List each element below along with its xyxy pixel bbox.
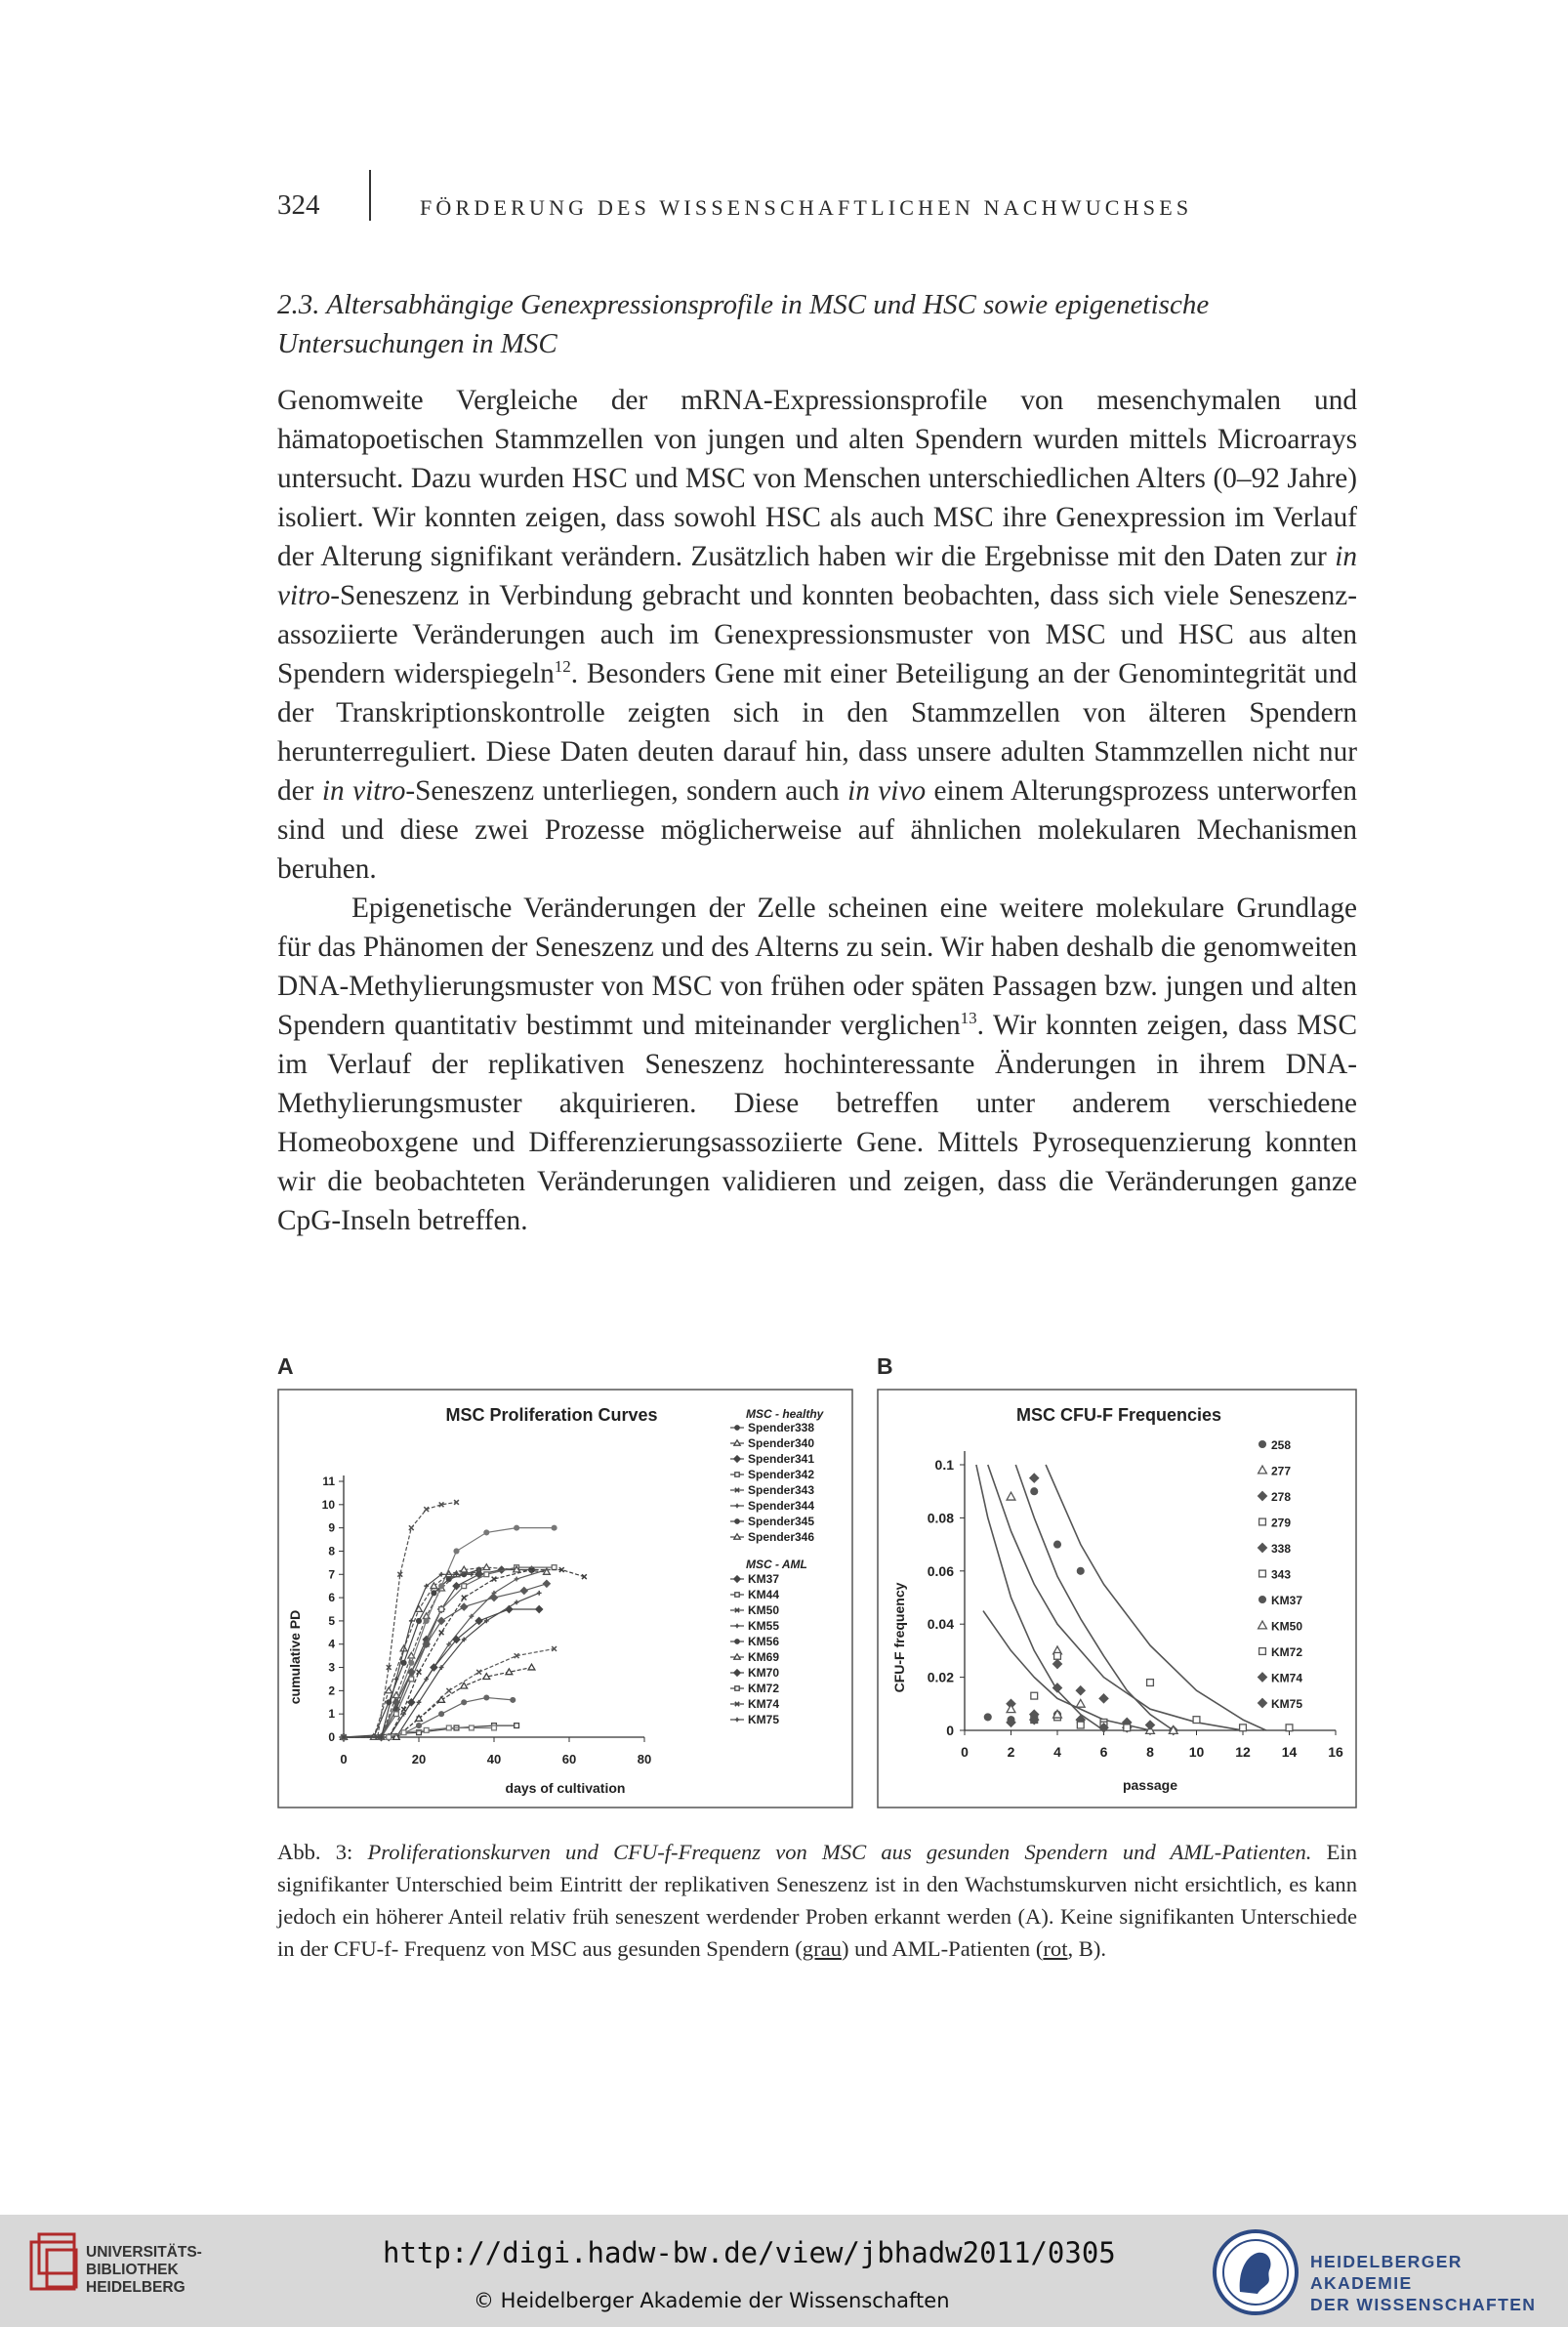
- data-point: [484, 1572, 489, 1577]
- p1-text-e: einem Alterungsprozess unterworfen sind und diese zwei Prozesse möglicherweise auf ähnlichen molekularen Mechanismen beruhen.: [277, 775, 1357, 885]
- body-text: [277, 381, 1357, 1240]
- y-tick-label: 5: [328, 1613, 335, 1628]
- legend-entry: Spender346: [748, 1530, 815, 1544]
- caption-text-c: , B).: [1067, 1936, 1107, 1961]
- legend-entry: Spender338: [748, 1421, 815, 1434]
- x-tick-label: 16: [1328, 1744, 1343, 1760]
- y-tick-label: 0.02: [927, 1669, 954, 1685]
- university-library-logo[interactable]: [27, 2228, 82, 2293]
- data-point: [417, 1619, 422, 1624]
- legend-entry: KM50: [1271, 1619, 1303, 1634]
- chart-title: MSC Proliferation Curves: [445, 1405, 658, 1425]
- x-axis-label: passage: [1122, 1777, 1178, 1793]
- data-point: [984, 1714, 991, 1721]
- p1-italic-1: in vitro: [277, 541, 1357, 611]
- x-tick-label: 40: [486, 1752, 502, 1766]
- legend-marker: [735, 1640, 739, 1643]
- x-tick-label: 20: [411, 1752, 427, 1766]
- legend-marker: [735, 1519, 739, 1523]
- data-point: [1054, 1541, 1061, 1548]
- running-title: FÖRDERUNG DES WISSENSCHAFTLICHEN NACHWUCHSES: [420, 195, 1193, 220]
- data-point: [401, 1660, 406, 1665]
- data-point: [1054, 1652, 1061, 1659]
- page-number: 324: [277, 189, 320, 221]
- data-point: [470, 1725, 475, 1730]
- header-divider: [369, 170, 371, 221]
- data-point: [454, 1549, 459, 1554]
- paragraph-2: [277, 889, 1357, 1240]
- legend-entry: Spender344: [748, 1499, 815, 1513]
- y-tick-label: 4: [328, 1637, 335, 1651]
- legend-entry: Spender341: [748, 1452, 815, 1466]
- data-point: [552, 1525, 557, 1530]
- data-point: [439, 1607, 444, 1612]
- legend-marker: [735, 1593, 739, 1597]
- legend-marker: [735, 1426, 739, 1430]
- x-tick-label: 2: [1007, 1744, 1015, 1760]
- data-point: [1286, 1724, 1293, 1731]
- academy-line-2: DER WISSENSCHAFTEN: [1310, 2295, 1537, 2314]
- legend-entry: KM72: [748, 1682, 780, 1695]
- caption-prefix: Abb. 3:: [277, 1840, 368, 1864]
- y-tick-label: 0.08: [927, 1510, 954, 1526]
- data-point: [484, 1695, 489, 1700]
- x-tick-label: 0: [961, 1744, 969, 1760]
- library-line-1: UNIVERSITÄTS-: [86, 2244, 202, 2261]
- legend-entry: KM55: [748, 1619, 780, 1633]
- y-tick-label: 7: [328, 1567, 335, 1582]
- data-point: [432, 1591, 436, 1596]
- data-point: [446, 1725, 451, 1730]
- legend-entry: Spender340: [748, 1436, 815, 1450]
- legend-marker: [735, 1686, 739, 1690]
- y-tick-label: 10: [321, 1497, 335, 1512]
- legend-entry: Spender342: [748, 1468, 815, 1481]
- data-point: [409, 1660, 414, 1665]
- paragraph-1: [277, 381, 1357, 889]
- section-heading-line-2: Untersuchungen in MSC: [277, 328, 557, 359]
- legend-entry: 258: [1271, 1438, 1292, 1452]
- chart-title: MSC CFU-F Frequencies: [1015, 1405, 1222, 1425]
- data-point: [462, 1584, 467, 1589]
- x-tick-label: 12: [1235, 1744, 1251, 1760]
- x-axis-label: days of cultivation: [505, 1780, 626, 1796]
- data-point: [394, 1712, 399, 1717]
- y-tick-label: 6: [328, 1591, 335, 1605]
- legend-entry: KM75: [748, 1713, 780, 1726]
- footnote-ref-12[interactable]: 12: [554, 657, 571, 677]
- figure-label-a: A: [277, 1353, 294, 1379]
- legend-group-aml: MSC - AML: [746, 1558, 807, 1571]
- legend-group-healthy: MSC - healthy: [746, 1407, 824, 1421]
- data-point: [446, 1577, 451, 1582]
- legend-entry: 338: [1271, 1542, 1292, 1556]
- p1-text-b: -Seneszenz in Verbindung gebracht und konnten beobachten, dass sich viele Seneszenz-assoziierte Veränderungen auch im Genexpressionsmuster von MSC und HSC aus alten Spendern widerspiegeln: [277, 580, 1357, 689]
- footnote-ref-13[interactable]: 13: [960, 1009, 977, 1028]
- x-tick-label: 4: [1053, 1744, 1061, 1760]
- university-library-name: [86, 2244, 202, 2297]
- data-point: [417, 1724, 422, 1728]
- legend-entry: KM74: [748, 1697, 780, 1711]
- library-line-3: HEIDELBERG: [86, 2279, 186, 2296]
- x-tick-label: 14: [1281, 1744, 1298, 1760]
- legend-entry: 277: [1271, 1464, 1292, 1478]
- data-point: [1077, 1567, 1084, 1574]
- data-point: [1124, 1724, 1131, 1731]
- caption-text-b: ) und AML-Patienten (: [841, 1936, 1044, 1961]
- legend-marker: [1259, 1518, 1266, 1525]
- x-tick-label: 10: [1188, 1744, 1205, 1760]
- legend-entry: KM72: [1271, 1645, 1303, 1659]
- legend-entry: 279: [1271, 1516, 1292, 1530]
- cfu-f-chart: [877, 1389, 1357, 1808]
- legend-entry: Spender343: [748, 1483, 815, 1497]
- p1-text-a: Genomweite Vergleiche der mRNA-Expressionsprofile von mesenchymalen und hämatopoetischen Stammzellen von jungen und alten Spendern wurden mittels Microarrays untersucht. Dazu wurden HSC und MSC von Menschen unterschiedlichen Alters (0–92 Jahre) isoliert. Wir konnten zeigen, dass sowohl HSC als auch MSC ihre Genexpression im Verlauf der Alterung signifikant verändern. Zusätzlich haben wir die Ergebnisse mit den Daten zur: [277, 385, 1357, 572]
- p1-text-d: -Seneszenz unterliegen, sondern auch: [405, 775, 848, 807]
- y-tick-label: 9: [328, 1520, 335, 1535]
- y-tick-label: 3: [328, 1660, 335, 1675]
- data-point: [1031, 1692, 1038, 1699]
- legend-entry: KM69: [748, 1650, 780, 1664]
- legend-entry: Spender345: [748, 1515, 815, 1528]
- y-tick-label: 0.04: [927, 1616, 954, 1633]
- data-point: [1077, 1722, 1084, 1728]
- figure-label-b: B: [877, 1353, 893, 1379]
- legend-entry: KM37: [748, 1572, 780, 1586]
- x-tick-label: 60: [561, 1752, 577, 1766]
- data-point: [515, 1525, 519, 1530]
- y-axis-label: CFU-F frequency: [891, 1582, 907, 1693]
- y-tick-label: 0: [328, 1730, 335, 1744]
- section-heading-line-1: 2.3. Altersabhängige Genexpressionsprofile in MSC und HSC sowie epigenetische: [277, 289, 1210, 320]
- data-point: [401, 1730, 406, 1735]
- legend-marker: [735, 1473, 739, 1476]
- y-tick-label: 1: [328, 1707, 335, 1722]
- data-point: [424, 1619, 429, 1624]
- data-point: [515, 1724, 519, 1728]
- document-url[interactable]: http://digi.hadw-bw.de/view/jbhadw2011/0305: [383, 2236, 1116, 2269]
- y-tick-label: 8: [328, 1544, 335, 1558]
- data-point: [439, 1584, 444, 1589]
- proliferation-chart: [277, 1389, 853, 1808]
- data-point: [1240, 1724, 1247, 1731]
- legend-entry: KM56: [748, 1635, 780, 1648]
- y-tick-label: 0.06: [927, 1562, 954, 1579]
- library-line-2: BIBLIOTHEK: [86, 2262, 179, 2278]
- legend-marker: [1259, 1648, 1266, 1655]
- academy-seal-logo[interactable]: [1211, 2227, 1300, 2317]
- figure-caption: [277, 1836, 1357, 1965]
- p2-text-a: Epigenetische Veränderungen der Zelle scheinen eine weitere molekulare Grundlage für das Phänomen der Seneszenz und des Alterns zu sein. Wir haben deshalb die genomweiten DNA-Methylierungsmuster von MSC von frühen oder späten Passagen bzw. jungen und alten Spendern quantitativ bestimmt und miteinander verglichen: [277, 893, 1357, 1041]
- copyright-notice: © Heidelberger Akademie der Wissenschaften: [474, 2289, 950, 2312]
- legend-entry: KM37: [1271, 1594, 1303, 1607]
- legend-entry: 343: [1271, 1567, 1292, 1582]
- y-axis-label: cumulative PD: [287, 1609, 303, 1705]
- p1-italic-3: in vivo: [847, 775, 927, 807]
- data-point: [1031, 1488, 1038, 1495]
- p2-text-b: . Wir konnten zeigen, dass MSC im Verlauf der replikativen Seneszenz hochinteressante Änderungen in ihrem DNA-Methylierungsmuster akquirieren. Diese betreffen unter anderem verschiedene Homeoboxgene und Differenzierungsassoziierte Gene. Mittels Pyrosequenzierung konnten wir die beobachteten Veränderungen validieren und zeigen, dass die Veränderungen ganze CpG-Inseln betreffen.: [277, 1010, 1357, 1236]
- data-point: [552, 1565, 557, 1570]
- data-point: [492, 1725, 497, 1730]
- y-tick-label: 11: [322, 1475, 335, 1488]
- legend-entry: KM50: [748, 1603, 780, 1617]
- data-point: [484, 1530, 489, 1535]
- legend-entry: KM70: [748, 1666, 780, 1680]
- data-point: [409, 1677, 414, 1682]
- legend-entry: 278: [1271, 1490, 1292, 1504]
- academy-name: [1310, 2251, 1568, 2315]
- x-tick-label: 80: [637, 1752, 652, 1766]
- legend-marker: [1259, 1597, 1266, 1603]
- caption-link-rot[interactable]: rot: [1043, 1936, 1068, 1961]
- caption-title: Proliferationskurven und CFU-f-Frequenz von MSC aus gesunden Spendern und AML-Patienten.: [367, 1840, 1312, 1864]
- data-point: [1193, 1717, 1200, 1724]
- legend-entry: KM75: [1271, 1697, 1303, 1711]
- legend-entry: KM44: [748, 1588, 780, 1601]
- data-point: [1147, 1680, 1154, 1686]
- y-tick-label: 2: [328, 1683, 335, 1698]
- y-tick-label: 0: [946, 1723, 954, 1738]
- data-point: [439, 1712, 444, 1717]
- legend-marker: [1259, 1441, 1266, 1448]
- caption-text-a: Ein signifikanter Unterschied beim Eintritt der replikativen Seneszenz ist in den Wachstumskurven nicht ersichtlich, es kann jedoch ein höherer Anteil relativ früh seneszent werdender Proben erkannt werden (A). Keine signifikanten Unterschiede in der CFU-f- Frequenz von MSC aus gesunden Spendern (: [277, 1840, 1358, 1961]
- data-point: [424, 1727, 429, 1732]
- legend-marker: [1259, 1570, 1266, 1577]
- legend-entry: KM74: [1271, 1671, 1303, 1685]
- section-heading: [277, 285, 1361, 363]
- data-point: [462, 1700, 467, 1705]
- data-point: [511, 1697, 516, 1702]
- x-tick-label: 0: [340, 1752, 348, 1766]
- x-tick-label: 6: [1099, 1744, 1108, 1760]
- x-tick-label: 8: [1146, 1744, 1154, 1760]
- caption-link-grau[interactable]: grau: [802, 1936, 842, 1961]
- y-tick-label: 0.1: [934, 1457, 954, 1473]
- p1-text-c: . Besonders Gene mit einer Beteiligung an der Genomintegrität und der Transkriptionskontrolle zeigten sich in den Stammzellen von älteren Spendern herunterreguliert. Diese Daten deuten darauf hin, dass unsere adulten Stammzellen nicht nur der: [277, 658, 1358, 807]
- data-point: [387, 1735, 392, 1740]
- academy-line-1: HEIDELBERGER AKADEMIE: [1310, 2252, 1463, 2293]
- p1-italic-2: in vitro: [321, 775, 406, 807]
